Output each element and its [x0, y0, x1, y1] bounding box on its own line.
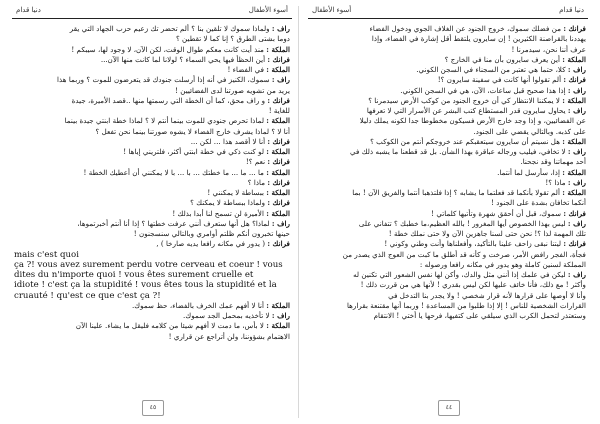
speaker-name: راف :	[567, 218, 586, 228]
text-line	[14, 301, 290, 311]
page-number: ٤٤	[438, 400, 460, 416]
speaker-name: فرانك :	[267, 198, 290, 208]
text-line	[310, 239, 586, 249]
dialogue-text: ليس بهذا الخصوص أيها المغرور ! بالله العظيم،ما خطبك ؟ تتفاني على	[358, 218, 568, 228]
dialogue-text: و راف محق، كما أن الخطة التي رسمتها منها ..قصد الأميرة، جيدة	[71, 95, 268, 105]
dialogue-text: سموك، قبل أن أحقق شهرة وتأتيها كلماتي !	[431, 208, 564, 218]
text-line	[14, 250, 290, 260]
text-line	[14, 291, 290, 301]
speaker-name: الملكة :	[562, 188, 586, 197]
text-line	[310, 86, 586, 96]
dialogue-text: ( يدور في مكانه رافعا يديه صارخا ) ,	[156, 239, 268, 249]
text-line	[310, 209, 586, 219]
text-line	[310, 157, 586, 167]
text-line	[14, 332, 290, 342]
text-line	[310, 127, 586, 137]
running-header	[12, 6, 292, 18]
text-line	[310, 198, 586, 208]
speaker-name: فرانك :	[267, 157, 290, 167]
text-line	[310, 219, 586, 229]
speaker-name: الملكة :	[562, 54, 586, 64]
dialogue-text: وأكثر ! مع ذلك، فأنا خائف عليها لكن ليس بقدري ! لأنها هي من قررت ذلك !	[360, 280, 586, 290]
dialogue-text: ببساطة لا يمكنني !	[207, 188, 267, 197]
left-page	[12, 0, 292, 424]
text-line	[14, 219, 290, 229]
french-text: idiote ! c'est ça la stupidité ! vous êtes tous la stupidité et la	[14, 280, 277, 291]
header-right: أسوء الأطفال	[248, 6, 288, 14]
speaker-name: الملكة :	[266, 188, 290, 197]
dialogue-text: سموك، الكنيز في أنه إذا أرسلت جنودك قد يتعرضون للموت ؟ وربما هذا	[57, 75, 272, 85]
text-line	[14, 321, 290, 331]
running-header	[308, 6, 588, 18]
text-line	[14, 280, 290, 290]
dialogue-text: كلا، حتما هي تعتبر من السجناء في السجن الكوني.	[416, 65, 568, 74]
speaker-name: الملكة :	[266, 116, 290, 126]
speaker-name: راف :	[271, 24, 290, 33]
text-line	[14, 34, 290, 44]
dialogue-text: المملكة لسنين كاملة وهو يدور في مكانه رافعا ورصوله :	[419, 259, 586, 269]
dialogue-text: حينها تخبرون أنكم ظلتم أوامري وبالتالي سنسجنون !	[133, 229, 290, 238]
dialogue-text: وأنا لا أوصها على قرارها لأنه قرار شخصي ! ولا يجدر بنا التدخل في	[388, 290, 586, 300]
text-line	[14, 137, 290, 147]
speaker-name: فرانك :	[563, 239, 586, 249]
dialogue-text: أنا لا أقصد هذا ... لكن ...	[190, 136, 268, 146]
dialogue-text: إذا هذا صحيح قبل ساعات، الآن، هي في السجن الكوني.	[400, 85, 568, 95]
text-line	[14, 178, 290, 188]
text-line	[310, 24, 586, 34]
text-line	[14, 55, 290, 65]
dialogue-text: ماذا ؟	[247, 177, 268, 187]
text-line	[14, 106, 290, 116]
speaker-name: فرانك :	[267, 95, 290, 105]
dialogue-text: القرارات الشخصية للناس ! إلا إذا طلبوا من المساعدة ! وربما أنها مقتنعة بقرارها	[346, 300, 586, 310]
speaker-name: الملكة :	[266, 300, 290, 310]
dialogue-text: نعم ؟!	[245, 157, 268, 167]
speaker-name: راف :	[567, 270, 586, 279]
text-line	[14, 65, 290, 75]
text-line	[310, 291, 586, 301]
text-line	[310, 280, 586, 290]
dialogue-text: إذا، سأرسل لما أنتما.	[497, 167, 563, 177]
dialogue-text: أنا لا أفهم عمك الخرف بالفضاء، حظ سموك.	[131, 300, 267, 310]
text-line	[14, 45, 290, 55]
speaker-name: راف :	[271, 311, 290, 320]
book-gutter	[298, 6, 299, 418]
french-text: mais c'est quoi	[14, 249, 79, 260]
dialogue-text: ليتنا نبقى زاحف علينا بالتأكيد، وأفعلناها وأنت وطني وكوني !	[384, 239, 564, 249]
text-line	[14, 127, 290, 137]
dialogue-text: عن الفضائيين، و إذا وجد خارج الأرض فسيكون مخطوطا جدا لكونه يملك دليلا	[359, 116, 586, 126]
dialogue-text: لماذا؟ هل أنها ستعرف أنني عرفت خطتها ؟ إذا أنا أنتم أخبرتموها،	[77, 218, 272, 228]
dialogue-text: ألم تقولوا أنها كانت في سفينة سايرون ؟!	[437, 75, 564, 85]
text-line	[14, 260, 290, 270]
page-body	[310, 24, 586, 396]
text-line	[14, 24, 290, 34]
dialogue-text: ماذا ؟!	[545, 177, 568, 187]
speaker-name: الملكة :	[266, 321, 290, 331]
text-line	[310, 34, 586, 44]
speaker-name: الملكة :	[562, 136, 586, 146]
speaker-name: الملكة :	[266, 208, 290, 218]
dialogue-text: دوما بشتى الطرق ؟ إنا كما لا تقطين ؟	[175, 34, 290, 44]
speaker-name: راف :	[567, 65, 586, 74]
text-line	[14, 188, 290, 198]
header-rule	[12, 18, 292, 19]
dialogue-text: أحد مهماتنا وقد نجحنا.	[520, 157, 586, 167]
speaker-name: فرانك :	[267, 54, 290, 64]
header-left: دنيا قدام	[16, 6, 41, 14]
speaker-name: راف :	[567, 177, 586, 187]
speaker-name: الملكة :	[562, 167, 586, 177]
speaker-name: الملكة :	[266, 167, 290, 177]
speaker-name: راف :	[271, 75, 290, 85]
text-line	[310, 137, 586, 147]
dialogue-text: من فضلك سموك، خروج الجنود عن الغلاف الجوي ودخول الفضاء	[369, 24, 564, 33]
text-line	[310, 45, 586, 55]
speaker-name: الملكة :	[562, 95, 586, 105]
header-right: دنيا قدام	[559, 6, 584, 14]
speaker-name: فرانك :	[563, 75, 586, 85]
dialogue-text: أين الحظأ فيها يحي السماء ؟ لولانا لما كانت منها الآن...	[100, 54, 268, 64]
text-line	[14, 157, 290, 167]
dialogue-text: ولماذا ببساطة لا يمكنك ؟	[190, 198, 268, 208]
speaker-name: فرانك :	[563, 24, 586, 33]
text-line	[310, 188, 586, 198]
speaker-name: فرانك :	[267, 239, 290, 249]
text-line	[310, 65, 586, 75]
text-line	[310, 75, 586, 85]
dialogue-text: أنكما تخافان بشدة على الجنود !	[491, 198, 586, 208]
page-body	[14, 24, 290, 396]
dialogue-text: لو كنت ذكي في خطة ابنتي أكثر، فلتريني إياها !	[123, 147, 267, 156]
speaker-name: فرانك :	[267, 136, 290, 146]
text-line	[14, 239, 290, 249]
text-line	[310, 55, 586, 65]
dialogue-text: فجأة، الفجر رافض الأمر، صرخت و كأنه قد أطلق ما كبت من العوج الذي يصدر من	[342, 249, 586, 259]
dialogue-text: لا تخافي، فيليب ورجاله عباقرة بهذا الشأن. بل قد قطعنا ما يشبه ذلك في	[350, 147, 568, 156]
text-line	[310, 250, 586, 260]
text-line	[310, 106, 586, 116]
dialogue-text: هل نسيتم أن سايرون سيتعقبكم عند خروجكم أنتم من الكوكب ؟	[370, 136, 563, 146]
text-line	[14, 75, 290, 85]
dialogue-text: يهددنا بالقراصنة الكثيرين ! إن سايرون يلتقط أقل إشارة في الفضاء، وإذا	[371, 34, 586, 44]
page-number: ٤٥	[142, 400, 164, 416]
text-line	[310, 96, 586, 106]
right-page	[308, 0, 588, 424]
header-rule	[308, 18, 588, 19]
speaker-name: راف :	[567, 106, 586, 115]
speaker-name: راف :	[567, 147, 586, 156]
text-line	[14, 311, 290, 321]
dialogue-text: ولماذا سموك لا تلقين بنا ؟ ألم تحضر تك زعيم حزب الجهاد التي يقر	[69, 24, 272, 33]
speaker-name: راف :	[567, 85, 586, 95]
speaker-name: الملكة :	[266, 65, 290, 74]
text-line	[14, 168, 290, 178]
speaker-name: راف :	[271, 218, 290, 228]
dialogue-text: الأميرة لن تسمح لنا أبدا بذلك !	[172, 208, 267, 218]
dialogue-text: الاهتمام بشؤوننا، ولن أتراجع عن قراري !	[168, 331, 290, 341]
dialogue-text: يريد من تشويه صورتنا لدى الفضائيين !	[175, 85, 290, 95]
header-left: أسوء الأطفال	[312, 6, 352, 14]
text-line	[310, 116, 586, 126]
dialogue-text: وستعتذر لتحمل الكرب الذي سيلقي على كتفيها، فرحها يا أختي ! الانتقام	[373, 311, 586, 320]
text-line	[310, 147, 586, 157]
text-line	[310, 270, 586, 280]
speaker-name: فرانك :	[267, 177, 290, 187]
text-line	[310, 260, 586, 270]
text-line	[310, 311, 586, 321]
dialogue-text: لماذا تحرص جنودي للموت بينما أنتم لا ؟ لماذا خطة ابنتي جيدة بينما	[64, 116, 267, 126]
dialogue-text: ليكن في علمك إذا أنني مثل والدك، وأكن لها نفس الشعور التي تكنين له	[353, 270, 568, 279]
text-line	[14, 229, 290, 239]
dialogue-text: عرف أننا نحن، سيدمرنا !	[511, 44, 586, 54]
french-text: ça ?! vous avez surement perdu votre cerveau et coeur ! vous	[14, 259, 283, 270]
text-line	[14, 147, 290, 157]
dialogue-text: لا بأس، ما دمت لا أفهم شيئا من كلامه فليقل ما يشاء. علينا الآن	[75, 321, 267, 331]
dialogue-text: لا تأخذيه بمحمل الجد سموك.	[183, 311, 272, 320]
text-line	[310, 229, 586, 239]
text-line	[14, 116, 290, 126]
text-line	[14, 86, 290, 96]
text-line	[14, 198, 290, 208]
text-line	[14, 209, 290, 219]
text-line	[14, 96, 290, 106]
dialogue-text: لا يمكننا الانتظار كي أن خروج الجنود من كوكب الأرض سيدمرنا ؟	[368, 95, 563, 105]
dialogue-text: يحاول سايرون قدر المستطاع كتب البشر عن الأسرار التي لا تعرفها	[366, 106, 568, 115]
text-line	[310, 168, 586, 178]
dialogue-text: ألم تقولا بأنكما قد فعلتما ما يشابه ؟ إذا فلتذهبا أنتما والفريق الآن ! بما	[352, 188, 563, 197]
speaker-name: الملكة :	[266, 147, 290, 156]
french-text: dites du n'importe quoi ! vous êtes surement cruelle et	[14, 270, 254, 280]
text-line	[14, 270, 290, 280]
text-line	[310, 178, 586, 188]
dialogue-text: تلك المهمة لذا ؟! نحن حتى لسنا جاهزين الآن ولا حتى نملك خطة !	[388, 229, 586, 238]
dialogue-text: ما ... ما ... ما خطتك ... با ... با لا يمكنني أن أعطيك الخطة !	[83, 167, 267, 177]
text-line	[310, 301, 586, 311]
dialogue-text: في الفضاء !	[227, 65, 267, 74]
dialogue-text: للغاية !	[268, 106, 290, 115]
french-text: cruauté ! qu'est ce que c'est ça ?!	[14, 290, 161, 301]
dialogue-text: أين يعرف سايرون بأن منا في الخارج ؟	[444, 54, 563, 64]
speaker-name: فرانك :	[563, 208, 586, 218]
dialogue-text: على كذبه. وبالتالي يقضي على الجنود.	[473, 126, 586, 136]
speaker-name: الملكة :	[266, 44, 290, 54]
dialogue-text: أنا لا ؟ لماذا يشرف خارج الفضاء لا يشوه صورتنا بينما نحن تفعل ؟	[95, 126, 290, 136]
dialogue-text: منذ أيت كانت معكم طوال الوقت، لكن الآن، لا وجود لها، سيبكم !	[71, 44, 267, 54]
